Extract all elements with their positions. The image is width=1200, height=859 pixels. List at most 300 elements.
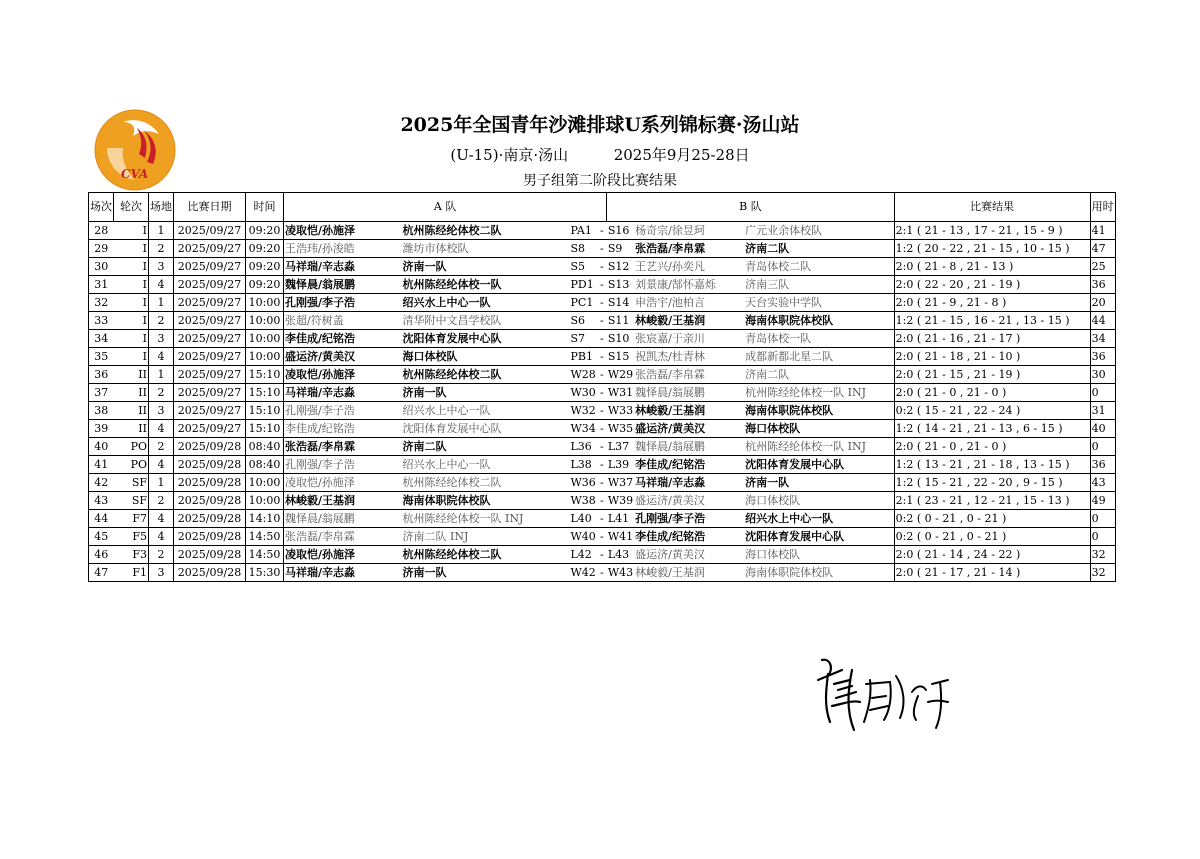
row-a-seed: W30 <box>570 384 597 402</box>
row-round: I <box>114 222 149 240</box>
row-a-players: 凌取恺/孙施泽 <box>284 546 402 564</box>
row-a-players: 张浩磊/李帛霖 <box>284 528 402 546</box>
row-duration: 47 <box>1090 240 1115 258</box>
table-row <box>89 348 1116 366</box>
row-result: 0:2 ( 0 - 21 , 0 - 21 ) <box>894 510 1090 528</box>
row-b-seed: S15 <box>607 348 634 366</box>
row-time: 09:20 <box>246 258 284 276</box>
row-round: PO <box>114 456 149 474</box>
row-court: 4 <box>149 528 174 546</box>
row-a-players: 孔刚强/李子浩 <box>284 294 402 312</box>
row-result: 2:0 ( 21 - 14 , 24 - 22 ) <box>894 546 1090 564</box>
row-b-seed: L41 <box>607 510 634 528</box>
row-duration: 36 <box>1090 456 1115 474</box>
row-a-seed: L40 <box>570 510 597 528</box>
row-result: 1:2 ( 21 - 15 , 16 - 21 , 13 - 15 ) <box>894 312 1090 330</box>
row-a-team: 济南一队 <box>402 384 570 402</box>
row-b-team: 杭州陈经纶体校一队 INJ <box>744 384 894 402</box>
row-time: 14:50 <box>246 546 284 564</box>
table-row <box>89 474 1116 492</box>
row-duration: 0 <box>1090 510 1115 528</box>
row-b-seed: L43 <box>607 546 634 564</box>
row-b-players: 魏怿晨/翁展鹏 <box>634 438 744 456</box>
row-date: 2025/09/27 <box>174 348 246 366</box>
row-duration: 41 <box>1090 222 1115 240</box>
subtitle-date: 2025年9月25-28日 <box>613 146 750 164</box>
row-duration: 36 <box>1090 348 1115 366</box>
row-a-team: 沈阳体育发展中心队 <box>402 420 570 438</box>
table-row <box>89 564 1116 582</box>
row-no: 42 <box>89 474 114 492</box>
row-date: 2025/09/27 <box>174 366 246 384</box>
row-b-players: 王艺兴/孙奕凡 <box>634 258 744 276</box>
row-result: 2:0 ( 21 - 0 , 21 - 0 ) <box>894 438 1090 456</box>
row-b-players: 张浩磊/李帛霖 <box>634 366 744 384</box>
row-b-team: 海南体职院体校队 <box>744 402 894 420</box>
row-result: 2:0 ( 21 - 9 , 21 - 8 ) <box>894 294 1090 312</box>
row-b-players: 杨奇宗/徐昱珂 <box>634 222 744 240</box>
row-duration: 44 <box>1090 312 1115 330</box>
row-round: F7 <box>114 510 149 528</box>
row-date: 2025/09/27 <box>174 420 246 438</box>
row-a-seed: W38 <box>570 492 597 510</box>
row-vs: - <box>597 312 607 330</box>
row-b-team: 济南一队 <box>744 474 894 492</box>
row-duration: 32 <box>1090 564 1115 582</box>
row-duration: 31 <box>1090 402 1115 420</box>
table-row <box>89 330 1116 348</box>
row-vs: - <box>597 546 607 564</box>
row-round: II <box>114 402 149 420</box>
row-no: 29 <box>89 240 114 258</box>
row-b-team: 海南体职院体校队 <box>744 564 894 582</box>
row-b-team: 天台实验中学队 <box>744 294 894 312</box>
row-date: 2025/09/27 <box>174 294 246 312</box>
row-time: 15:10 <box>246 420 284 438</box>
row-court: 1 <box>149 222 174 240</box>
row-a-players: 李佳成/纪铭浩 <box>284 330 402 348</box>
row-b-seed: S11 <box>607 312 634 330</box>
row-b-seed: W41 <box>607 528 634 546</box>
row-duration: 49 <box>1090 492 1115 510</box>
row-date: 2025/09/27 <box>174 258 246 276</box>
row-b-seed: S9 <box>607 240 634 258</box>
row-b-seed: L39 <box>607 456 634 474</box>
row-time: 10:00 <box>246 474 284 492</box>
row-b-players: 林峻毅/王基润 <box>634 564 744 582</box>
row-vs: - <box>597 240 607 258</box>
row-time: 10:00 <box>246 294 284 312</box>
row-time: 09:20 <box>246 276 284 294</box>
row-date: 2025/09/28 <box>174 528 246 546</box>
row-a-players: 马祥瑞/辛志淼 <box>284 258 402 276</box>
row-round: F1 <box>114 564 149 582</box>
col-no: 场次 <box>89 193 114 222</box>
row-vs: - <box>597 330 607 348</box>
row-b-seed: W31 <box>607 384 634 402</box>
row-court: 3 <box>149 564 174 582</box>
row-a-seed: PA1 <box>570 222 597 240</box>
row-a-players: 马祥瑞/辛志淼 <box>284 384 402 402</box>
row-a-team: 沈阳体育发展中心队 <box>402 330 570 348</box>
table-row <box>89 294 1116 312</box>
row-duration: 30 <box>1090 366 1115 384</box>
row-court: 2 <box>149 492 174 510</box>
row-b-players: 林峻毅/王基润 <box>634 402 744 420</box>
row-a-team: 济南二队 <box>402 438 570 456</box>
row-a-players: 盛运济/黄美汉 <box>284 348 402 366</box>
row-no: 37 <box>89 384 114 402</box>
row-court: 1 <box>149 294 174 312</box>
row-no: 31 <box>89 276 114 294</box>
row-b-team: 海口体校队 <box>744 492 894 510</box>
row-court: 4 <box>149 348 174 366</box>
row-no: 47 <box>89 564 114 582</box>
row-duration: 20 <box>1090 294 1115 312</box>
row-no: 36 <box>89 366 114 384</box>
table-row <box>89 312 1116 330</box>
row-time: 14:50 <box>246 528 284 546</box>
row-no: 40 <box>89 438 114 456</box>
row-date: 2025/09/28 <box>174 492 246 510</box>
table-row <box>89 402 1116 420</box>
row-round: II <box>114 384 149 402</box>
table-row <box>89 492 1116 510</box>
table-header-row <box>89 193 1116 222</box>
row-a-players: 魏怿晨/翁展鹏 <box>284 510 402 528</box>
col-time: 时间 <box>246 193 284 222</box>
row-b-players: 盛运济/黄美汉 <box>634 546 744 564</box>
row-no: 46 <box>89 546 114 564</box>
row-round: I <box>114 330 149 348</box>
row-vs: - <box>597 258 607 276</box>
row-a-seed: S5 <box>570 258 597 276</box>
row-court: 2 <box>149 240 174 258</box>
row-b-players: 张浩磊/李帛霖 <box>634 240 744 258</box>
row-no: 39 <box>89 420 114 438</box>
row-a-team: 杭州陈经纶体校二队 <box>402 222 570 240</box>
row-no: 30 <box>89 258 114 276</box>
col-team-a: A 队 <box>284 193 607 222</box>
col-court: 场地 <box>149 193 174 222</box>
row-a-seed: W28 <box>570 366 597 384</box>
row-a-team: 绍兴水上中心一队 <box>402 402 570 420</box>
row-b-team: 海口体校队 <box>744 546 894 564</box>
row-result: 0:2 ( 0 - 21 , 0 - 21 ) <box>894 528 1090 546</box>
row-a-team: 杭州陈经纶体校二队 <box>402 366 570 384</box>
row-a-seed: W36 <box>570 474 597 492</box>
row-time: 10:00 <box>246 348 284 366</box>
row-b-team: 成都新都北星二队 <box>744 348 894 366</box>
row-b-team: 杭州陈经纶体校一队 INJ <box>744 438 894 456</box>
row-time: 15:10 <box>246 366 284 384</box>
row-date: 2025/09/28 <box>174 564 246 582</box>
row-b-seed: W39 <box>607 492 634 510</box>
row-a-team: 济南二队 INJ <box>402 528 570 546</box>
row-a-seed: L42 <box>570 546 597 564</box>
row-date: 2025/09/28 <box>174 438 246 456</box>
row-no: 28 <box>89 222 114 240</box>
row-b-players: 祝凯杰/杜青林 <box>634 348 744 366</box>
row-vs: - <box>597 528 607 546</box>
row-duration: 0 <box>1090 528 1115 546</box>
row-b-seed: L37 <box>607 438 634 456</box>
row-vs: - <box>597 456 607 474</box>
row-court: 2 <box>149 312 174 330</box>
row-a-team: 绍兴水上中心一队 <box>402 294 570 312</box>
row-date: 2025/09/27 <box>174 276 246 294</box>
row-no: 41 <box>89 456 114 474</box>
row-round: F3 <box>114 546 149 564</box>
row-b-seed: W37 <box>607 474 634 492</box>
row-b-players: 盛运济/黄美汉 <box>634 492 744 510</box>
row-time: 15:10 <box>246 384 284 402</box>
row-date: 2025/09/27 <box>174 222 246 240</box>
row-round: I <box>114 276 149 294</box>
row-b-seed: S10 <box>607 330 634 348</box>
row-a-seed: PD1 <box>570 276 597 294</box>
row-a-players: 李佳成/纪铭浩 <box>284 420 402 438</box>
row-result: 2:0 ( 21 - 16 , 21 - 17 ) <box>894 330 1090 348</box>
row-a-team: 杭州陈经纶体校二队 <box>402 474 570 492</box>
row-a-team: 杭州陈经纶体校一队 <box>402 276 570 294</box>
row-b-seed: W43 <box>607 564 634 582</box>
row-time: 09:20 <box>246 240 284 258</box>
row-no: 38 <box>89 402 114 420</box>
row-court: 4 <box>149 510 174 528</box>
row-b-team: 青岛体校二队 <box>744 258 894 276</box>
row-round: SF <box>114 492 149 510</box>
row-no: 44 <box>89 510 114 528</box>
row-a-players: 孔刚强/李子浩 <box>284 402 402 420</box>
row-time: 10:00 <box>246 330 284 348</box>
table-row <box>89 258 1116 276</box>
row-time: 09:20 <box>246 222 284 240</box>
row-result: 2:0 ( 21 - 15 , 21 - 19 ) <box>894 366 1090 384</box>
col-team-b: B 队 <box>607 193 894 222</box>
row-result: 2:0 ( 22 - 20 , 21 - 19 ) <box>894 276 1090 294</box>
row-b-players: 李佳成/纪铭浩 <box>634 528 744 546</box>
row-a-players: 魏怿晨/翁展鹏 <box>284 276 402 294</box>
row-round: I <box>114 258 149 276</box>
row-b-team: 广元业余体校队 <box>744 222 894 240</box>
row-court: 4 <box>149 456 174 474</box>
table-row <box>89 276 1116 294</box>
row-b-team: 青岛体校一队 <box>744 330 894 348</box>
row-a-team: 海南体职院体校队 <box>402 492 570 510</box>
row-result: 1:2 ( 14 - 21 , 21 - 13 , 6 - 15 ) <box>894 420 1090 438</box>
row-b-players: 马祥瑞/辛志淼 <box>634 474 744 492</box>
row-no: 33 <box>89 312 114 330</box>
row-a-team: 清华附中文昌学校队 <box>402 312 570 330</box>
row-a-players: 张超/符树盖 <box>284 312 402 330</box>
row-a-team: 绍兴水上中心一队 <box>402 456 570 474</box>
row-vs: - <box>597 348 607 366</box>
row-no: 35 <box>89 348 114 366</box>
row-round: I <box>114 294 149 312</box>
row-no: 32 <box>89 294 114 312</box>
row-a-players: 凌取恺/孙施泽 <box>284 366 402 384</box>
row-vs: - <box>597 222 607 240</box>
col-duration: 用时 <box>1090 193 1115 222</box>
row-b-players: 孔刚强/李子浩 <box>634 510 744 528</box>
row-duration: 0 <box>1090 438 1115 456</box>
row-a-seed: W40 <box>570 528 597 546</box>
row-b-team: 绍兴水上中心一队 <box>744 510 894 528</box>
table-row <box>89 456 1116 474</box>
row-b-team: 济南二队 <box>744 366 894 384</box>
row-vs: - <box>597 294 607 312</box>
row-vs: - <box>597 366 607 384</box>
row-result: 2:1 ( 23 - 21 , 12 - 21 , 15 - 13 ) <box>894 492 1090 510</box>
row-a-team: 杭州陈经纶体校一队 INJ <box>402 510 570 528</box>
row-a-seed: PB1 <box>570 348 597 366</box>
row-court: 2 <box>149 384 174 402</box>
logo-text: CVA <box>121 167 149 181</box>
row-time: 10:00 <box>246 492 284 510</box>
row-round: I <box>114 240 149 258</box>
row-b-players: 李佳成/纪铭浩 <box>634 456 744 474</box>
row-time: 15:10 <box>246 402 284 420</box>
row-result: 1:2 ( 13 - 21 , 21 - 18 , 13 - 15 ) <box>894 456 1090 474</box>
row-b-players: 魏怿晨/翁展鹏 <box>634 384 744 402</box>
row-a-seed: L36 <box>570 438 597 456</box>
row-b-team: 海口体校队 <box>744 420 894 438</box>
row-a-seed: PC1 <box>570 294 597 312</box>
row-time: 08:40 <box>246 456 284 474</box>
row-b-team: 海南体职院体校队 <box>744 312 894 330</box>
row-time: 10:00 <box>246 312 284 330</box>
row-vs: - <box>597 384 607 402</box>
row-a-seed: S8 <box>570 240 597 258</box>
row-no: 43 <box>89 492 114 510</box>
row-round: F5 <box>114 528 149 546</box>
row-a-seed: S7 <box>570 330 597 348</box>
row-vs: - <box>597 474 607 492</box>
signature <box>808 640 958 735</box>
row-a-seed: W32 <box>570 402 597 420</box>
row-time: 15:30 <box>246 564 284 582</box>
row-round: II <box>114 366 149 384</box>
row-date: 2025/09/27 <box>174 330 246 348</box>
row-a-players: 马祥瑞/辛志淼 <box>284 564 402 582</box>
row-vs: - <box>597 276 607 294</box>
row-a-seed: W34 <box>570 420 597 438</box>
row-time: 14:10 <box>246 510 284 528</box>
table-row <box>89 222 1116 240</box>
row-a-seed: L38 <box>570 456 597 474</box>
col-round: 轮次 <box>114 193 149 222</box>
row-result: 1:2 ( 15 - 21 , 22 - 20 , 9 - 15 ) <box>894 474 1090 492</box>
row-a-team: 杭州陈经纶体校二队 <box>402 546 570 564</box>
row-vs: - <box>597 420 607 438</box>
row-a-team: 济南一队 <box>402 564 570 582</box>
row-date: 2025/09/27 <box>174 240 246 258</box>
page-title: 2025年全国青年沙滩排球U系列锦标赛·汤山站 <box>400 114 800 136</box>
row-date: 2025/09/28 <box>174 474 246 492</box>
row-a-team: 潍坊市体校队 <box>402 240 570 258</box>
row-date: 2025/09/28 <box>174 510 246 528</box>
row-duration: 36 <box>1090 276 1115 294</box>
table-row <box>89 420 1116 438</box>
row-b-seed: S14 <box>607 294 634 312</box>
row-b-team: 济南二队 <box>744 240 894 258</box>
row-result: 2:0 ( 21 - 18 , 21 - 10 ) <box>894 348 1090 366</box>
row-court: 1 <box>149 474 174 492</box>
row-b-players: 盛运济/黄美汉 <box>634 420 744 438</box>
row-b-team: 济南三队 <box>744 276 894 294</box>
row-date: 2025/09/27 <box>174 384 246 402</box>
row-court: 4 <box>149 276 174 294</box>
subtitle <box>0 144 1200 165</box>
row-a-players: 林峻毅/王基润 <box>284 492 402 510</box>
row-result: 2:0 ( 21 - 17 , 21 - 14 ) <box>894 564 1090 582</box>
row-duration: 43 <box>1090 474 1115 492</box>
row-no: 34 <box>89 330 114 348</box>
row-duration: 32 <box>1090 546 1115 564</box>
row-time: 08:40 <box>246 438 284 456</box>
section-title: 男子组第二阶段比赛结果 <box>523 173 677 189</box>
table-row <box>89 510 1116 528</box>
row-no: 45 <box>89 528 114 546</box>
row-round: SF <box>114 474 149 492</box>
row-court: 2 <box>149 438 174 456</box>
row-court: 3 <box>149 402 174 420</box>
table-row <box>89 384 1116 402</box>
row-round: II <box>114 420 149 438</box>
table-row <box>89 366 1116 384</box>
table-row <box>89 546 1116 564</box>
row-duration: 40 <box>1090 420 1115 438</box>
row-result: 1:2 ( 20 - 22 , 21 - 15 , 10 - 15 ) <box>894 240 1090 258</box>
row-result: 2:0 ( 21 - 0 , 21 - 0 ) <box>894 384 1090 402</box>
row-round: PO <box>114 438 149 456</box>
row-a-players: 王浩玮/孙浚皓 <box>284 240 402 258</box>
row-result: 2:1 ( 21 - 13 , 17 - 21 , 15 - 9 ) <box>894 222 1090 240</box>
row-b-seed: S12 <box>607 258 634 276</box>
row-date: 2025/09/27 <box>174 402 246 420</box>
row-date: 2025/09/28 <box>174 546 246 564</box>
col-date: 比赛日期 <box>174 193 246 222</box>
row-a-players: 张浩磊/李帛霖 <box>284 438 402 456</box>
row-a-players: 凌取恺/孙施泽 <box>284 222 402 240</box>
results-table <box>88 192 1116 582</box>
row-b-seed: W33 <box>607 402 634 420</box>
table-row <box>89 438 1116 456</box>
row-duration: 25 <box>1090 258 1115 276</box>
row-court: 1 <box>149 366 174 384</box>
row-round: I <box>114 348 149 366</box>
row-result: 2:0 ( 21 - 8 , 21 - 13 ) <box>894 258 1090 276</box>
row-b-team: 沈阳体育发展中心队 <box>744 528 894 546</box>
row-a-players: 孔刚强/李子浩 <box>284 456 402 474</box>
row-a-players: 凌取恺/孙施泽 <box>284 474 402 492</box>
row-vs: - <box>597 402 607 420</box>
row-b-players: 林峻毅/王基润 <box>634 312 744 330</box>
table-row <box>89 528 1116 546</box>
row-b-seed: S13 <box>607 276 634 294</box>
row-round: I <box>114 312 149 330</box>
row-court: 3 <box>149 258 174 276</box>
row-vs: - <box>597 438 607 456</box>
row-a-seed: W42 <box>570 564 597 582</box>
row-b-seed: W35 <box>607 420 634 438</box>
row-b-players: 申浩宇/池柏言 <box>634 294 744 312</box>
col-result: 比赛结果 <box>894 193 1090 222</box>
row-court: 3 <box>149 330 174 348</box>
row-date: 2025/09/28 <box>174 456 246 474</box>
row-b-seed: S16 <box>607 222 634 240</box>
